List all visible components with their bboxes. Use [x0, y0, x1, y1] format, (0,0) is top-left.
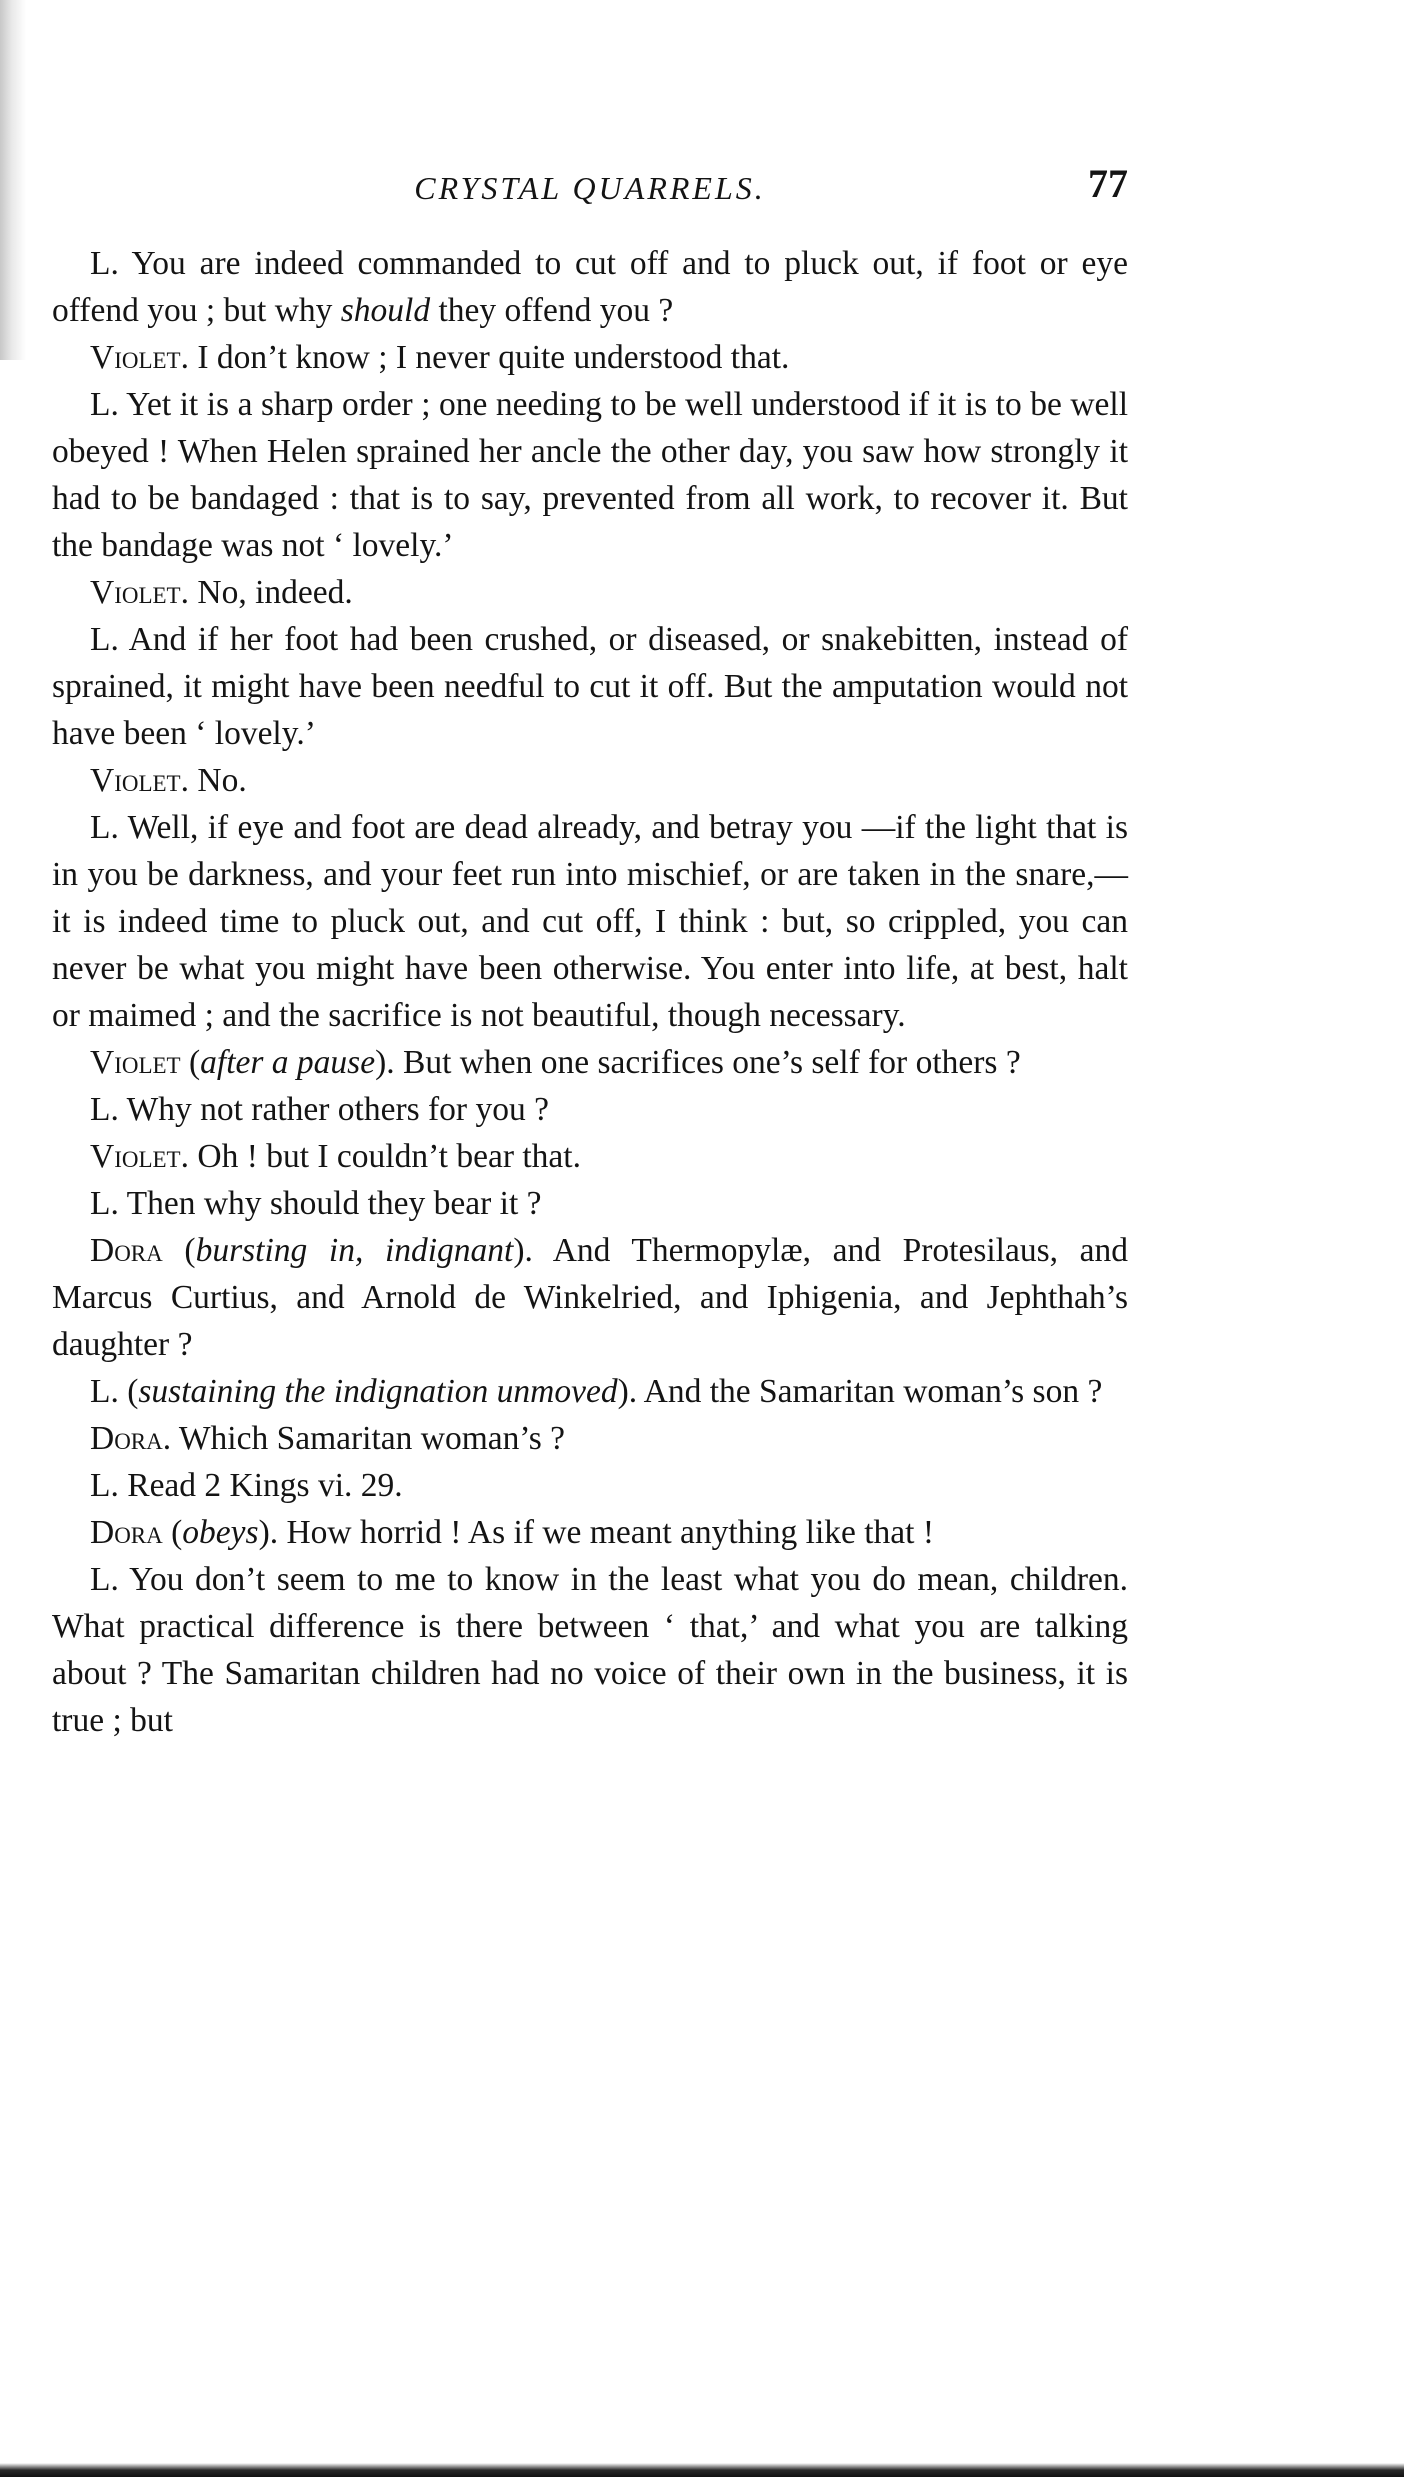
text-run: L.	[90, 1185, 119, 1222]
speaker-name: Violet.	[90, 1138, 189, 1175]
text-run: Read 2 Kings vi. 29.	[118, 1467, 403, 1504]
italic-text: sustaining the indignation unmoved	[138, 1373, 618, 1410]
paragraph	[52, 1368, 1128, 1415]
text-run: And if her foot had been crushed, or diseased, or snakebitten, instead of sprained, it might have been needful to cut it off. But the amputation would not have been ‘ lovely.’	[52, 621, 1128, 752]
bottom-edge-rule	[0, 2463, 1404, 2477]
text-run: L.	[90, 621, 119, 658]
paragraph	[52, 1180, 1128, 1227]
italic-text: bursting in, indignant	[195, 1232, 514, 1269]
speaker-name: Violet.	[90, 339, 189, 376]
paragraph	[52, 804, 1128, 1039]
paragraph	[52, 240, 1128, 334]
page-header	[52, 160, 1128, 220]
italic-text: obeys	[182, 1514, 259, 1551]
text-run: Then why should they bear it ?	[118, 1185, 542, 1222]
text-run: Why not rather others for you ?	[118, 1091, 549, 1128]
paragraph	[52, 1509, 1128, 1556]
text-run: Oh ! but I couldn’t bear that.	[189, 1138, 581, 1175]
text-run: You are indeed commanded to cut off and to pluck out, if foot or eye offend you ; but why	[52, 245, 1128, 329]
speaker-name: Violet.	[90, 574, 189, 611]
text-run: they offend you ?	[430, 292, 674, 329]
text-run: (	[118, 1373, 139, 1410]
text-run: L.	[90, 809, 119, 846]
text-run: No.	[189, 762, 247, 799]
paragraph	[52, 1415, 1128, 1462]
text-run: (	[162, 1232, 196, 1269]
paragraph	[52, 616, 1128, 757]
paragraph	[52, 1227, 1128, 1368]
speaker-name: Violet.	[90, 762, 189, 799]
text-run: I don’t know ; I never quite understood that.	[189, 339, 790, 376]
text-run: Well, if eye and foot are dead already, and betray you —if the light that is in you be darkness, and your feet run into mischief, or are taken in the snare,—it is indeed time to pluck out, and cut off, I think : but, so crippled, you can never be what you might have been otherwise. You enter into life, at best, halt or maimed ; and the sacrifice is not beautiful, though necessary.	[52, 809, 1128, 1034]
paragraph	[52, 1039, 1128, 1086]
text-run: L.	[90, 1091, 119, 1128]
text-run: ). But when one sacrifices one’s self for others ?	[375, 1044, 1021, 1081]
speaker-name: Violet	[90, 1044, 181, 1081]
text-run: ). And Thermopylæ, and Protesilaus, and Marcus Curtius, and Arnold de Winkelried, and Iphigenia, and Jephthah’s daughter ?	[52, 1232, 1129, 1363]
paragraph	[52, 1086, 1128, 1133]
paragraph	[52, 1462, 1128, 1509]
speaker-name: Dora.	[90, 1420, 172, 1457]
text-run: Which Samaritan woman’s ?	[171, 1420, 565, 1457]
paragraph	[52, 1133, 1128, 1180]
speaker-name: Dora	[90, 1232, 163, 1269]
page-edge-shadow	[0, 0, 26, 360]
speaker-name: Dora	[90, 1514, 163, 1551]
page-number: 77	[1088, 161, 1128, 206]
text-run: L.	[90, 1561, 119, 1598]
text-run: ). How horrid ! As if we meant anything like that !	[258, 1514, 935, 1551]
text-run: (	[180, 1044, 201, 1081]
paragraph	[52, 1556, 1128, 1744]
italic-text: should	[340, 292, 431, 329]
paragraph	[52, 381, 1128, 569]
italic-text: after a pause	[200, 1044, 376, 1081]
text-run: No, indeed.	[189, 574, 353, 611]
paragraph	[52, 334, 1128, 381]
text-run: ). And the Samaritan woman’s son ?	[617, 1373, 1103, 1410]
body-text	[52, 240, 1128, 1744]
running-head: CRYSTAL QUARRELS.	[414, 170, 766, 206]
paragraph	[52, 757, 1128, 804]
paragraph	[52, 569, 1128, 616]
text-run: (	[162, 1514, 183, 1551]
text-run: L.	[90, 1467, 119, 1504]
text-run: Yet it is a sharp order ; one needing to be well understood if it is to be well obeyed ! When Helen sprained her ancle the other day, you saw how strongly it had to be bandaged : that is to say, prevented from all work, to recover it. But the bandage was not ‘ lovely.’	[52, 386, 1128, 564]
text-run: L.	[90, 386, 119, 423]
text-run: You don’t seem to me to know in the least what you do mean, children. What practical difference is there between ‘ that,’ and what you are talking about ? The Samaritan children had no voice of their own in the business, it is true ; but	[52, 1561, 1128, 1739]
text-run: L.	[90, 1373, 119, 1410]
text-run: L.	[90, 245, 119, 282]
